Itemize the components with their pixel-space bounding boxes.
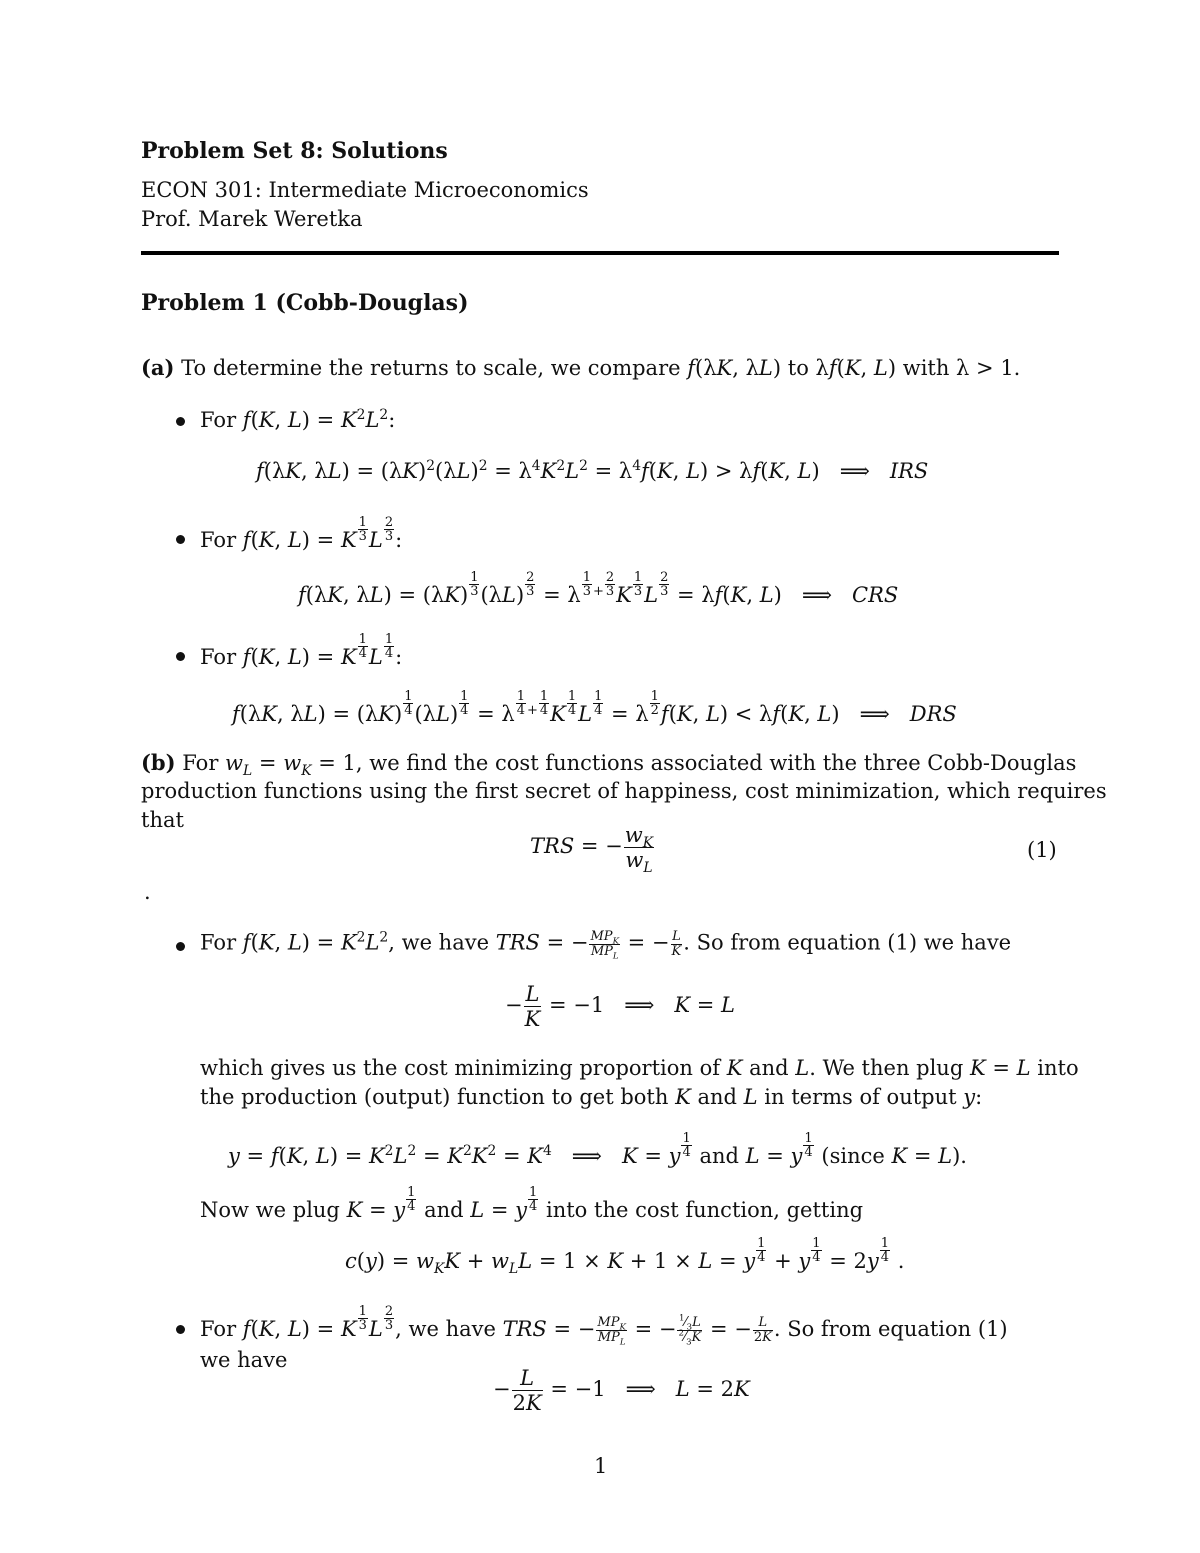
case-b1-line: For f(K, $L) = K^2L^2$, we have TRS = − $MP_K$ $MP_L$ = − $\frac{L}{K}$ . So from equation (1) we have	[200, 929, 1012, 962]
crs-label: CRS	[852, 583, 899, 608]
bullet-point	[176, 535, 185, 544]
part-a-intro: (a) To determine the returns to scale, we compare f(λK, λL) to λf(K, L) with λ > 1.	[141, 355, 1021, 380]
page-number: 1	[594, 1454, 608, 1478]
bullet-point	[176, 417, 185, 426]
case-b1-output-equation: y = f(K, $L) = K^2L^2 = K^2K^2 = K^4$ ⟹ K = y $\frac{1}{4}$ and L = y $\frac{1}{4}$ (since K = L).	[228, 1130, 967, 1169]
bullet-point	[176, 652, 185, 661]
case-b1-para2: Now we plug K = y $\frac{1}{4}$ and L = y $\frac{1}{4}$ into the cost function, getting	[200, 1184, 864, 1223]
case-b2-ratio-equation: − $\frac{L}{2K}$ = −1 ⟹ L = 2K	[493, 1366, 750, 1416]
drs-label: DRS	[909, 702, 957, 727]
case-b2-line2: we have	[200, 1348, 288, 1372]
problem-heading: Problem 1 (Cobb-Douglas)	[141, 290, 469, 316]
part-a-intro-tail: > 1.	[976, 356, 1021, 380]
case-crs-function: For f(K, L) = K $\frac{1}{3}$ L $\frac{2}{3}$ :	[200, 514, 403, 553]
case-drs-equation: f(λK, λL) = (λK) $\frac{1}{4}$ (λL) $\frac{1}{4}$ = λ $\frac{1}{4}$ + $\frac{1}{4}$ K $\frac{1}{4}$ L $\frac{1}{4}$ = λ $\frac{1}{2}$ f(K, L) < λf(K, L) ⟹ DRS	[232, 688, 957, 727]
instructor-name: Prof. Marek Weretka	[141, 207, 363, 231]
case-irs-equation: f(λK, $\lambda L) = (\lambda K)^2(\lambda L)^2 = \lambda^4K^2L^2 = \lambda^4f(K$, L) > λf(K, L) ⟹ IRS	[256, 458, 929, 483]
bullet-point	[176, 1325, 185, 1334]
equation-number: (1)	[1027, 838, 1057, 862]
document-title: Problem Set 8: Solutions	[141, 138, 448, 164]
header-divider	[141, 251, 1059, 255]
irs-label: IRS	[889, 459, 929, 483]
bullet-point	[176, 942, 185, 951]
part-b-label: (b)	[141, 750, 176, 775]
case-crs-equation: f(λK, λL) = (λK) $\frac{1}{3}$ (λL) $\frac{2}{3}$ = λ $\frac{1}{3}$ + $\frac{2}{3}$ K $\frac{1}{3}$ L $\frac{2}{3}$ = λf(K, L) ⟹ CRS	[298, 569, 899, 608]
part-b-intro-line3: that	[141, 808, 184, 832]
part-a-label: (a)	[141, 355, 175, 380]
case-b1-para1-line1: which gives us the cost minimizing proportion of K and L. We then plug K = L into	[200, 1056, 1079, 1080]
part-a-intro-mid: to	[787, 356, 809, 380]
case-b1-ratio-equation: − $\frac{L}{K}$ = −1 ⟹ K = L	[505, 982, 735, 1032]
part-b-intro-line2: production functions using the first secret of happiness, cost minimization, which requires	[141, 779, 1107, 803]
equation-1: TRS = − $\frac{w_K}{w_L}$	[530, 823, 654, 877]
case-b2-line: For f(K, L) = K $\frac{1}{3}$ L $\frac{2}{3}$ , we have TRS = − $MP_K$ $MP_L$ = − $\frac{^1⁄_3L}{^2⁄_3K}$ = − $\frac{L}{2K}$ . So from equation (1)	[200, 1303, 1008, 1348]
case-irs-function: For f(K, $L) = K^2L^2$:	[200, 407, 396, 432]
part-a-intro-text: To determine the returns to scale, we compare	[181, 356, 681, 380]
case-drs-function: For f(K, L) = K $\frac{1}{4}$ L $\frac{1}{4}$ :	[200, 631, 403, 670]
part-b-intro-line1: (b) For $w_L = w_K = 1$, we find the cost functions associated with the three Cobb-Douglas	[141, 750, 1077, 780]
case-b1-cost-equation: $c(y) = w_KK + w_LL = 1 \times K + 1 \times L = y$ $\frac{1}{4}$ + y $\frac{1}{4}$ = 2y $\frac{1}{4}$ .	[345, 1235, 905, 1278]
part-a-intro-end: with	[902, 356, 950, 380]
case-b1-para1-line2: the production (output) function to get both K and L in terms of output y:	[200, 1085, 983, 1109]
course-name: ECON 301: Intermediate Microeconomics	[141, 178, 589, 202]
stray-dot: .	[144, 880, 151, 904]
